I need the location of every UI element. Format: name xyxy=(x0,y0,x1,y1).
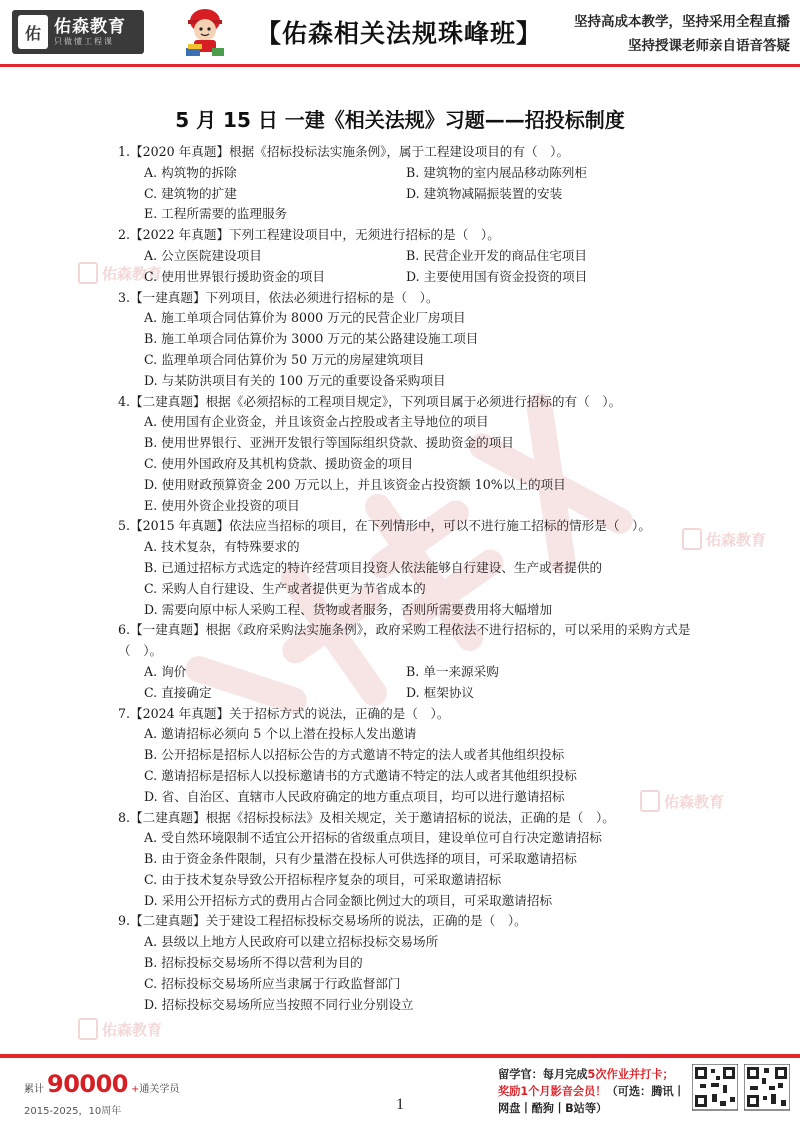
option-group xyxy=(118,662,698,704)
question-item xyxy=(118,288,698,392)
option: C. 招标投标交易场所应当隶属于行政监督部门 xyxy=(144,975,401,991)
option: A. 技术复杂，有特殊要求的 xyxy=(144,539,300,555)
footer-divider xyxy=(0,1054,800,1058)
option: D. 建筑物减隔振装置的安装 xyxy=(406,185,563,201)
promo-text: （可选：腾讯丨 xyxy=(606,1085,685,1098)
logo-slogan: 只做懂工程课 xyxy=(54,37,114,46)
option: C. 建筑物的扩建 xyxy=(144,185,237,201)
qr-code-icon xyxy=(744,1064,790,1116)
slogan-line: 坚持授课老师亲自语音答疑 xyxy=(628,38,790,54)
option: B. 民营企业开发的商品住宅项目 xyxy=(406,247,587,263)
question-stem: 3.【一建真题】下列项目，依法必须进行招标的是（ ）。 xyxy=(118,289,439,305)
option: C. 直接确定 xyxy=(144,684,212,700)
class-title: 【佑森相关法规珠峰班】 xyxy=(256,19,543,48)
option-group xyxy=(118,537,698,620)
footer-promo xyxy=(498,1066,688,1117)
qr-code-icon xyxy=(692,1064,738,1116)
question-item xyxy=(118,516,698,620)
mascot-icon xyxy=(178,4,232,60)
option: D. 省、自治区、直辖市人民政府确定的地方重点项目，均可以进行邀请招标 xyxy=(144,788,565,804)
watermark-text: 佑森教育 xyxy=(664,792,725,811)
side-watermark xyxy=(78,1018,162,1040)
option: B. 由于资金条件限制，只有少量潜在投标人可供选择的项目，可采取邀请招标 xyxy=(144,851,577,867)
option: D. 框架协议 xyxy=(406,684,475,700)
question-item xyxy=(118,620,698,703)
option: B. 使用世界银行、亚洲开发银行等国际组织贷款、援助资金的项目 xyxy=(144,435,514,451)
option: A. 使用国有企业资金，并且该资金占控股或者主导地位的项目 xyxy=(144,414,489,430)
promo-text: 每月完成 xyxy=(542,1068,588,1081)
option: D. 需要向原中标人采购工程、货物或者服务，否则所需要费用将大幅增加 xyxy=(144,601,553,617)
option: A. 询价 xyxy=(144,663,187,679)
option: B. 单一来源采购 xyxy=(406,663,499,679)
question-item xyxy=(118,392,698,517)
question-stem: 4.【二建真题】根据《必须招标的工程项目规定》，下列项目属于必须进行招标的有（ ）。 xyxy=(118,393,622,409)
option: C. 采购人自行建设、生产或者提供更为节省成本的 xyxy=(144,580,426,596)
option: D. 采用公开招标方式的费用占合同金额比例过大的项目，可采取邀请招标 xyxy=(144,892,553,908)
promo-highlight: 奖励1个月影音会员！ xyxy=(498,1085,607,1098)
option: C. 由于技术复杂导致公开招标程序复杂的项目，可采取邀请招标 xyxy=(144,871,502,887)
question-item xyxy=(118,704,698,808)
question-stem: 5.【2015 年真题】依法应当招标的项目，在下列情形中，可以不进行施工招标的情形是（ ）。 xyxy=(118,518,651,534)
stat-prefix: 累计 xyxy=(24,1084,44,1095)
option: A. 公立医院建设项目 xyxy=(144,247,262,263)
option: A. 构筑物的拆除 xyxy=(144,164,237,180)
document-title: 5 月 15 日 一建《相关法规》习题——招投标制度 xyxy=(175,108,625,132)
option: A. 受自然环境限制不适宜公开招标的省级重点项目，建设单位可自行决定邀请招标 xyxy=(144,830,602,846)
option: B. 公开招标是招标人以招标公告的方式邀请不特定的法人或者其他组织投标 xyxy=(144,747,565,763)
question-list xyxy=(118,142,698,1015)
promo-line xyxy=(498,1066,688,1083)
question-item xyxy=(118,225,698,287)
option: B. 施工单项合同估算价为 3000 万元的某公路建设施工项目 xyxy=(144,331,479,347)
student-count xyxy=(24,1070,179,1098)
option: C. 使用外国政府及其机构贷款、援助资金的项目 xyxy=(144,455,414,471)
option-group xyxy=(118,828,698,911)
brand-logo xyxy=(12,10,144,54)
header-slogans xyxy=(574,10,790,58)
option: D. 主要使用国有资金投资的项目 xyxy=(406,268,588,284)
anniversary-years: 2015-2025，10周年 xyxy=(24,1106,122,1117)
option: C. 使用世界银行援助资金的项目 xyxy=(144,268,325,284)
watermark-text: 佑森教育 xyxy=(102,264,163,283)
logo-mark-icon: 佑 xyxy=(18,15,48,49)
slogan-line: 坚持高成本教学，坚持采用全程直播 xyxy=(574,14,790,30)
header-divider xyxy=(0,64,800,67)
option: C. 邀请招标是招标人以投标邀请书的方式邀请不特定的法人或者其他组织投标 xyxy=(144,767,577,783)
option-group xyxy=(118,724,698,807)
watermark-logo-icon xyxy=(78,1018,98,1040)
option: E. 工程所需要的监理服务 xyxy=(144,206,288,222)
promo-line xyxy=(498,1083,688,1100)
option: D. 使用财政预算资金 200 万元以上，并且该资金占投资额 10%以上的项目 xyxy=(144,476,566,492)
option: A. 县级以上地方人民政府可以建立招标投标交易场所 xyxy=(144,934,439,950)
option-group xyxy=(118,412,698,516)
option: A. 施工单项合同估算价为 8000 万元的民营企业厂房项目 xyxy=(144,310,466,326)
option: D. 招标投标交易场所应当按照不同行业分别设立 xyxy=(144,996,414,1012)
promo-line: 网盘丨酷狗丨B站等） xyxy=(498,1102,608,1115)
page-number: 1 xyxy=(396,1096,404,1113)
question-stem: 7.【2024 年真题】关于招标方式的说法，正确的是（ ）。 xyxy=(118,705,450,721)
option: B. 建筑物的室内展品移动陈列柜 xyxy=(406,164,587,180)
question-stem: 2.【2022 年真题】下列工程建设项目中，无须进行招标的是（ ）。 xyxy=(118,227,500,243)
option: B. 招标投标交易场所不得以营利为目的 xyxy=(144,955,363,971)
option: D. 与某防洪项目有关的 100 万元的重要设备采购项目 xyxy=(144,372,446,388)
question-stem: 1.【2020 年真题】根据《招标投标法实施条例》，属于工程建设项目的有（ ）。 xyxy=(118,144,570,159)
option-group xyxy=(118,246,698,288)
watermark-logo-icon xyxy=(78,262,98,284)
option-group xyxy=(118,932,698,1015)
page-header xyxy=(0,0,800,78)
option: B. 已通过招标方式选定的特许经营项目投资人依法能够自行建设、生产或者提供的 xyxy=(144,559,603,575)
option: C. 监理单项合同估算价为 50 万元的房屋建筑项目 xyxy=(144,351,425,367)
question-stem: 6.【一建真题】根据《政府采购法实施条例》，政府采购工程依法不进行招标的，可以采用的采购方式是（ ）。 xyxy=(118,622,691,659)
promo-label: 留学官： xyxy=(498,1068,543,1081)
logo-name: 佑森教育 xyxy=(54,17,126,37)
question-item xyxy=(118,911,698,1015)
question-item xyxy=(118,142,698,225)
watermark-text: 佑森教育 xyxy=(102,1020,163,1039)
option: A. 邀请招标必须向 5 个以上潜在投标人发出邀请 xyxy=(144,726,417,742)
logo-text xyxy=(54,17,126,47)
watermark-text: 佑森教育 xyxy=(706,530,767,549)
question-stem: 8.【二建真题】根据《招标投标法》及相关规定，关于邀请招标的说法，正确的是（ ）。 xyxy=(118,809,615,825)
question-item xyxy=(118,808,698,912)
stat-plus: + xyxy=(131,1084,140,1095)
promo-highlight: 5次作业并打卡； xyxy=(587,1068,674,1081)
option: E. 使用外资企业投资的项目 xyxy=(144,497,300,513)
option-group xyxy=(118,308,698,391)
option-group xyxy=(118,163,698,225)
stat-suffix: 通关学员 xyxy=(139,1084,180,1095)
question-stem: 9.【二建真题】关于建设工程招标投标交易场所的说法，正确的是（ ）。 xyxy=(118,913,527,929)
stat-number: 90000 xyxy=(47,1070,128,1098)
